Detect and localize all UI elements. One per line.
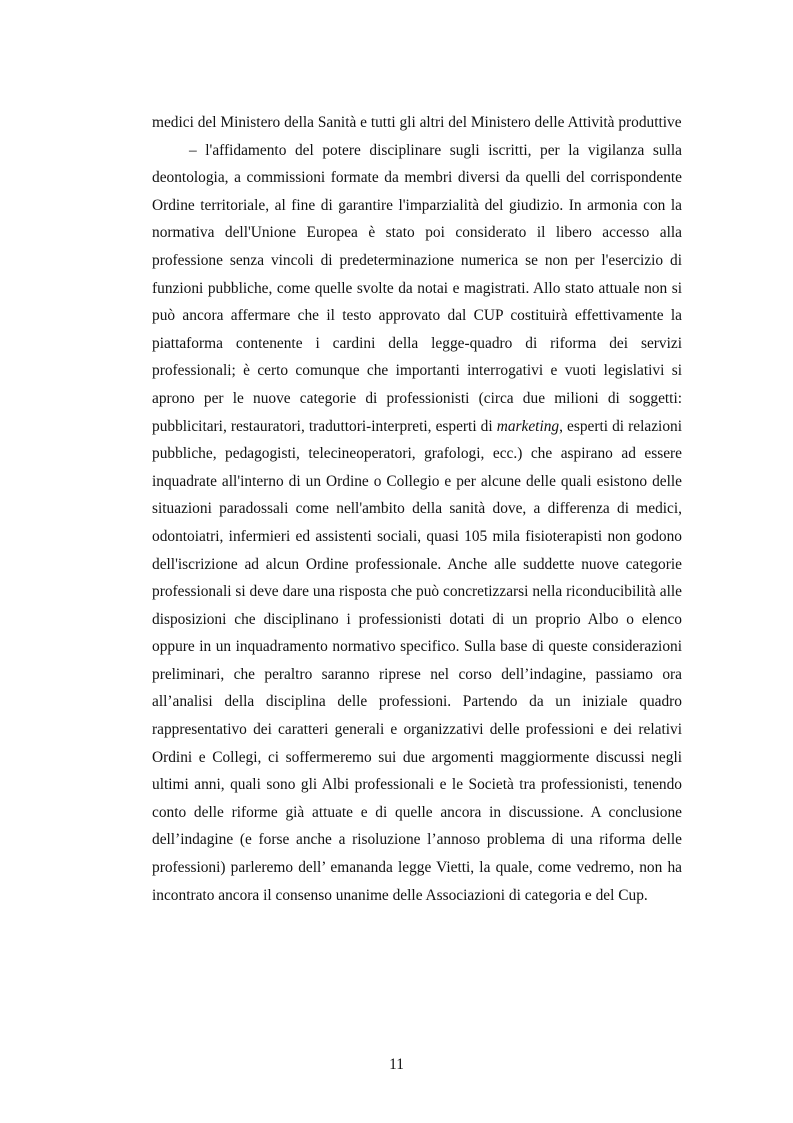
paragraph bbox=[152, 109, 682, 137]
body-text bbox=[152, 109, 682, 909]
paragraph-text: – l'affidamento del potere disciplinare sugli iscritti, per la vigilanza sulla deontologia, a commissioni formate da membri diversi da quelli del corrispondente Ordine territoriale, al fine di garantire l'imparzialità del giudizio. In armonia con la normativa dell'Unione Europea è stato poi considerato il libero accesso alla professione senza vincoli di predeterminazione numerica se non per l'esercizio di funzioni pubbliche, come quelle svolte da notai e magistrati. Allo stato attuale non si può ancora affermare che il testo approvato dal CUP costituirà effettivamente la piattaforma contenente i cardini della legge-quadro di riforma dei servizi professionali; è certo comunque che importanti interrogativi e vuoti legislativi si aprono per le nuove categorie di professionisti (circa due milioni di soggetti: pubblicitari, restauratori, traduttori-interpreti, esperti di bbox=[152, 141, 682, 435]
page-number: 11 bbox=[389, 1056, 404, 1073]
paragraph-text: , esperti di relazioni pubbliche, pedagogisti, telecineoperatori, grafologi, ecc.) che aspirano ad essere inquadrate all'interno di un Ordine o Collegio e per alcune delle quali esistono delle situazioni paradossali come nell'ambito della sanità dove, a differenza di medici, odontoiatri, infermieri ed assistenti sociali, quasi 105 mila fisioterapisti non godono dell'iscrizione ad alcun Ordine professionale. Anche alle suddette nuove categorie professionali si deve dare una risposta che può concretizzarsi nella riconducibilità alle disposizioni che disciplinano i professionisti dotati di un proprio Albo o elenco oppure in un inquadramento normativo specifico. Sulla base di queste considerazioni preliminari, che peraltro saranno riprese nel corso dell’indagine, passiamo ora all’analisi della disciplina delle professioni. Partendo da un iniziale quadro rappresentativo dei caratteri generali e organizzativi delle professioni e dei relativi Ordini e Collegi, ci soffermeremo sui due argomenti maggiormente discussi negli ultimi anni, quali sono gli Albi professionali e le Società tra professionisti, tenendo conto delle riforme già attuate e di quelle ancora in discussione. A conclusione dell’indagine (e forse anche a risoluzione l’annoso problema di una riforma delle professioni) parleremo dell’ emananda legge Vietti, la quale, come vedremo, non ha incontrato ancora il consenso unanime delle Associazioni di categoria e del Cup. bbox=[152, 417, 682, 904]
italic-term: marketing bbox=[496, 417, 560, 435]
paragraph-text: medici del Ministero della Sanità e tutti gli altri del Ministero delle Attività produttive bbox=[152, 114, 682, 131]
paragraph bbox=[152, 137, 682, 910]
